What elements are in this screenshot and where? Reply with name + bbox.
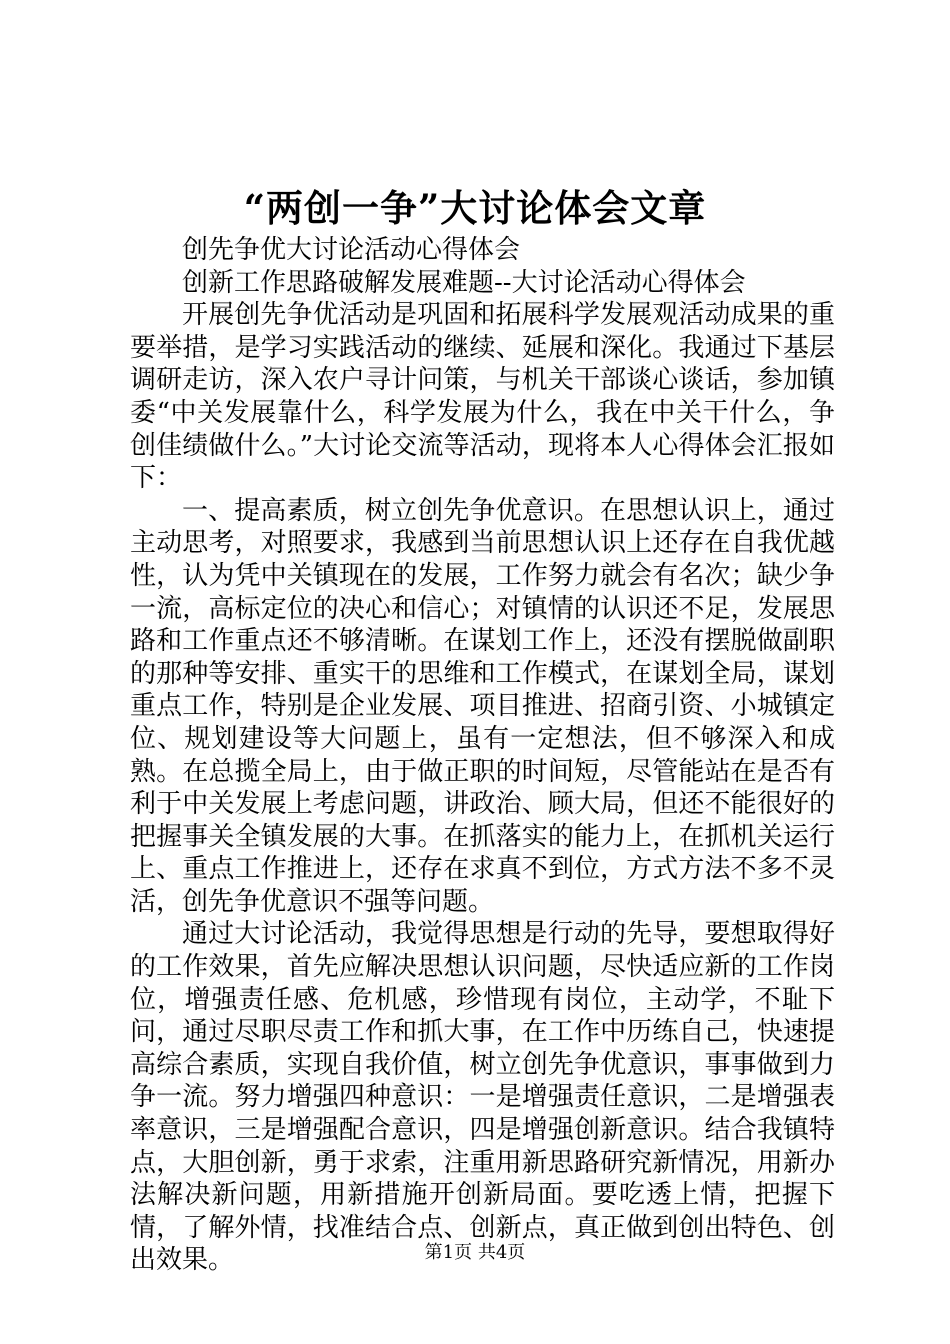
- page-number: 第1页 共4页: [424, 1242, 526, 1263]
- subtitle-paragraph: 创新工作思路破解发展难题--大讨论活动心得体会: [182, 267, 746, 298]
- body-paragraph: 开展创先争优活动是巩固和拓展科学发展观活动成果的重要举措，是学习实践活动的继续、延展和深化。我通过下基层调研走访，深入农户寻计问策，与机关干部谈心谈话，参加镇委“中关发展靠什么，科学发展为什么，我在中关干什么，争创佳绩做什么。”大讨论交流等活动，现将本人心得体会汇报如下：: [130, 300, 835, 494]
- body-paragraph: 通过大讨论活动，我觉得思想是行动的先导，要想取得好的工作效果，首先应解决思想认识问题，尽快适应新的工作岗位，增强责任感、危机感，珍惜现有岗位，主动学，不耻下问，通过尽职尽责工作和抓大事，在工作中历练自己，快速提高综合素质，实现自我价值，树立创先争优意识，事事做到力争一流。努力增强四种意识：一是增强责任意识，二是增强表率意识，三是增强配合意识，四是增强创新意识。结合我镇特点，大胆创新，勇于求索，注重用新思路研究新情况，用新办法解决新问题，用新措施开创新局面。要吃透上情，把握下情，了解外情，找准结合点、创新点，真正做到创出特色、创出效果。: [130, 919, 835, 1276]
- subtitle-paragraph: 创先争优大讨论活动心得体会: [182, 235, 521, 265]
- document-title: “两创一争”大讨论体会文章: [243, 186, 707, 230]
- document-body: [130, 234, 835, 1277]
- body-paragraph: 一、提高素质，树立创先争优意识。在思想认识上，通过主动思考，对照要求，我感到当前思想认识上还存在自我优越性，认为凭中关镇现在的发展，工作努力就会有名次；缺少争一流，高标定位的决心和信心；对镇情的认识还不足，发展思路和工作重点还不够清晰。在谋划工作上，还没有摆脱做副职的那种等安排、重实干的思维和工作模式，在谋划全局，谋划重点工作，特别是企业发展、项目推进、招商引资、小城镇定位、规划建设等大问题上，虽有一定想法，但不够深入和成熟。在总揽全局上，由于做正职的时间短，尽管能站在是否有利于中关发展上考虑问题，讲政治、顾大局，但还不能很好的把握事关全镇发展的大事。在抓落实的能力上，在抓机关运行上、重点工作推进上，还存在求真不到位，方式方法不多不灵活，创先争优意识不强等问题。: [130, 495, 835, 917]
